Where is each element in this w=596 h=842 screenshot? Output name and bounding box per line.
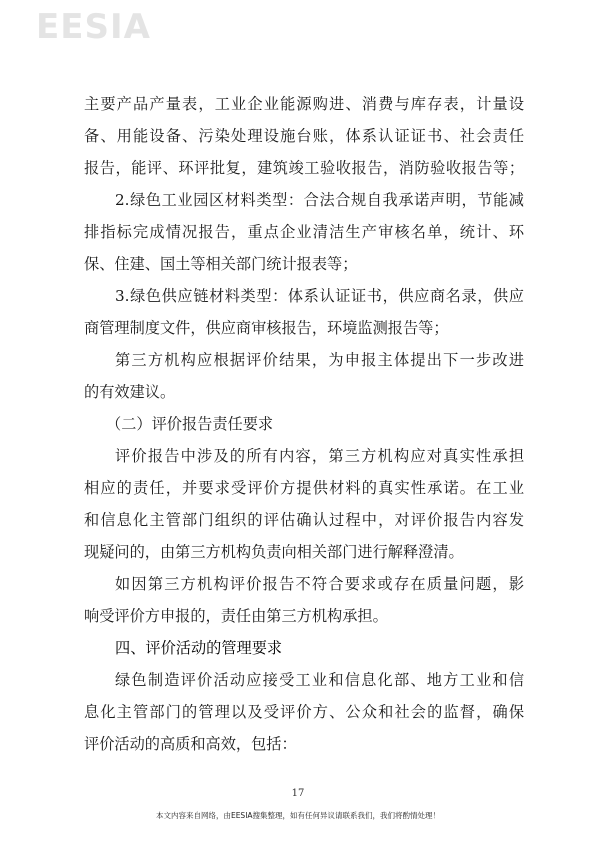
paragraph-line: 评价活动的高质和高效，包括：: [84, 735, 297, 753]
paragraph-line: 主要产品产量表，工业企业能源购进、消费与库存表，计量设: [84, 95, 524, 113]
eesia-logo: EESIA: [36, 7, 151, 47]
paragraph-line: 排指标完成情况报告，重点企业清洁生产审核名单，统计、环: [84, 223, 524, 241]
paragraph-line: 评价报告中涉及的所有内容，第三方机构应对真实性承担: [115, 447, 524, 465]
paragraph-line: 保、住建、国土等相关部门统计报表等；: [84, 255, 358, 273]
paragraph-line: 备、用能设备、污染处理设施台账，体系认证证书、社会责任: [84, 127, 524, 145]
paragraph-line: 相应的责任，并要求受评价方提供材料的真实性承诺。在工业: [84, 479, 524, 497]
paragraph-line: 绿色制造评价活动应接受工业和信息化部、地方工业和信: [115, 671, 524, 689]
paragraph-line: 息化主管部门的管理以及受评价方、公众和社会的监督，确保: [84, 703, 524, 721]
document-body: [84, 88, 524, 760]
paragraph-line: 如因第三方机构评价报告不符合要求或存在质量问题，影: [115, 575, 524, 593]
paragraph-line: 现疑问的，由第三方机构负责向相关部门进行解释澄清。: [84, 543, 464, 561]
section-subheading: （二）评价报告责任要求: [106, 415, 274, 433]
paragraph-line: 第三方机构应根据评价结果，为申报主体提出下一步改进: [115, 351, 524, 369]
paragraph-line: 的有效建议。: [84, 383, 176, 401]
paragraph-line: 2.绿色工业园区材料类型：合法合规自我承诺声明，节能减: [115, 191, 524, 209]
paragraph-line: 3.绿色供应链材料类型：体系认证证书，供应商名录，供应: [115, 287, 524, 305]
page-number: 17: [291, 788, 305, 799]
paragraph-line: 报告，能评、环评批复，建筑竣工验收报告，消防验收报告等；: [84, 159, 524, 177]
footer-disclaimer: 本文内容来自网络，由EESIA搜集整理，如有任何异议请联系我们，我们将酌情处理！: [155, 811, 441, 820]
section-heading: 四、评价活动的管理要求: [115, 639, 283, 657]
paragraph-line: 响受评价方申报的，责任由第三方机构承担。: [84, 607, 388, 625]
paragraph-line: 商管理制度文件，供应商审核报告，环境监测报告等；: [84, 319, 449, 337]
paragraph-line: 和信息化主管部门组织的评估确认过程中，对评价报告内容发: [84, 511, 524, 529]
